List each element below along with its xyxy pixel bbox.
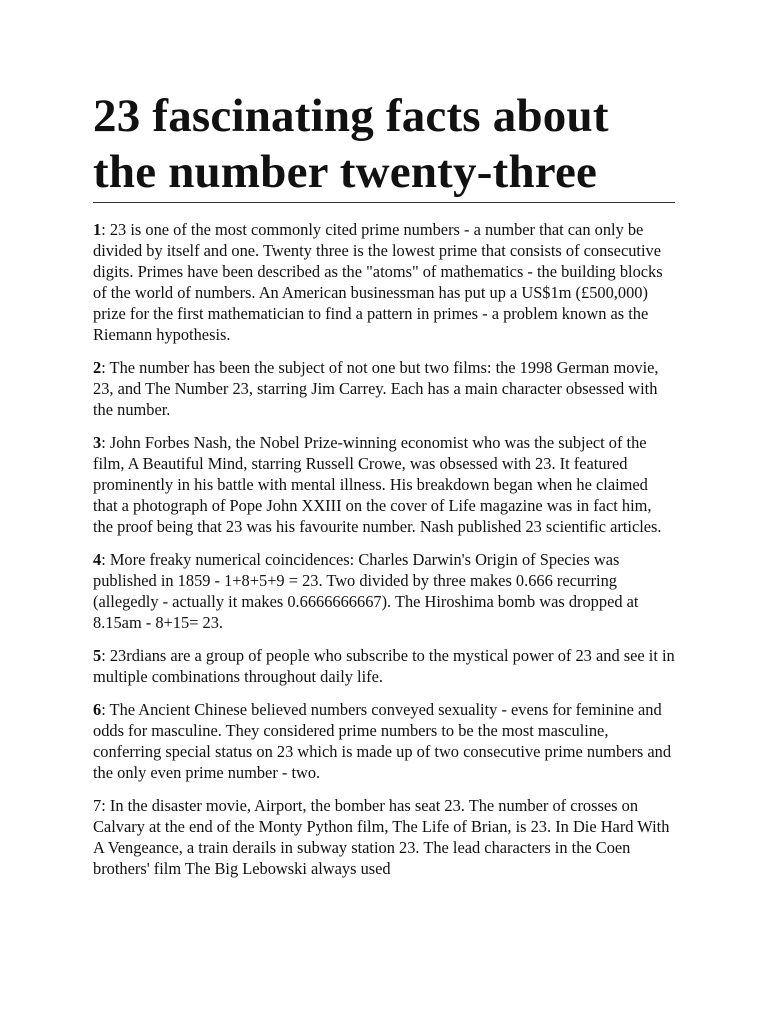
fact-text: : In the disaster movie, Airport, the bomber has seat 23. The number of crosses on Calvary at the end of the Monty Python film, The Life of Brian, is 23. In Die Hard With A Vengeance, a train derails in subway station 23. The lead characters in the Coen brothers' film The Big Lebowski always used: [93, 796, 670, 878]
fact-text: : 23 is one of the most commonly cited prime numbers - a number that can only be divided by itself and one. Twenty three is the lowest prime that consists of consecutive digits. Primes have been described as the "atoms" of mathematics - the building blocks of the world of numbers. An American businessman has put up a US$1m (£500,000) prize for the first mathematician to find a pattern in primes - a problem known as the Riemann hypothesis.: [93, 220, 663, 344]
fact-paragraph-4: [93, 549, 675, 633]
fact-paragraph-6: [93, 699, 675, 783]
article: [93, 88, 675, 879]
fact-number: 3: [93, 433, 102, 452]
fact-number: 1: [93, 220, 102, 239]
fact-text: : 23rdians are a group of people who subscribe to the mystical power of 23 and see it in multiple combinations throughout daily life.: [93, 646, 675, 686]
fact-text: : More freaky numerical coincidences: Charles Darwin's Origin of Species was published in 1859 - 1+8+5+9 = 23. Two divided by three makes 0.666 recurring (allegedly - actually it makes 0.6666666667). The Hiroshima bomb was dropped at 8.15am - 8+15= 23.: [93, 550, 639, 632]
fact-paragraph-3: [93, 432, 675, 537]
fact-text: : The Ancient Chinese believed numbers conveyed sexuality - evens for feminine and odds for masculine. They considered prime numbers to be the most masculine, conferring special status on 23 which is made up of two consecutive prime numbers and the only even prime number - two.: [93, 700, 672, 782]
fact-number: 6: [93, 700, 102, 719]
fact-paragraph-5: [93, 645, 675, 687]
fact-paragraph-1: [93, 219, 675, 345]
fact-text: : John Forbes Nash, the Nobel Prize-winning economist who was the subject of the film, A Beautiful Mind, starring Russell Crowe, was obsessed with 23. It featured prominently in his battle with mental illness. His breakdown began when he claimed that a photograph of Pope John XXIII on the cover of Life magazine was in fact him, the proof being that 23 was his favourite number. Nash published 23 scientific articles.: [93, 433, 662, 536]
fact-number: 4: [93, 550, 102, 569]
fact-number: 5: [93, 646, 102, 665]
fact-number: 7: [93, 796, 102, 815]
fact-paragraph-7: [93, 795, 675, 879]
article-title: 23 fascinating facts about the number twenty-three: [93, 88, 675, 203]
fact-number: 2: [93, 358, 102, 377]
fact-text: : The number has been the subject of not one but two films: the 1998 German movie, 23, and The Number 23, starring Jim Carrey. Each has a main character obsessed with the number.: [93, 358, 659, 419]
fact-paragraph-2: [93, 357, 675, 420]
